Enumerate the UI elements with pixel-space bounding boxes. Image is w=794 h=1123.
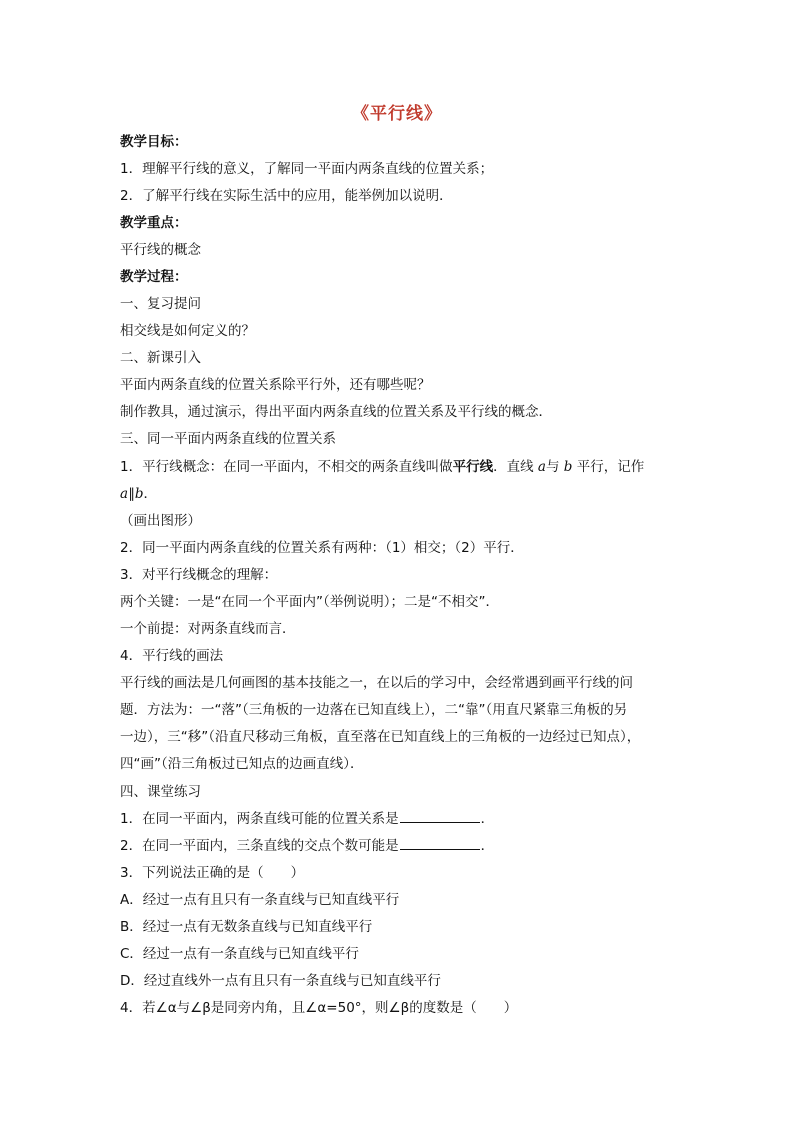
- notation-b: b: [134, 486, 144, 502]
- process-intro-question: 平面内两条直线的位置关系除平行外，还有哪些呢？: [120, 377, 431, 393]
- line-b-symbol: b: [563, 459, 573, 475]
- question-1-text: 1．在同一平面内，两条直线可能的位置关系是: [120, 811, 399, 827]
- question-4: 4．若∠α与∠β是同旁内角，且∠α=50°，则∠β的度数是（ ）: [120, 1000, 518, 1016]
- option-d: D．经过直线外一点有且只有一条直线与已知直线平行: [120, 973, 441, 989]
- parallel-symbol: ∥: [128, 486, 135, 502]
- definition-text-3: 与: [545, 459, 564, 475]
- process-intro: 二、新课引入: [120, 350, 201, 366]
- option-b: B．经过一点有无数条直线与已知直线平行: [120, 919, 373, 935]
- objective-1: 1．理解平行线的意义，了解同一平面内两条直线的位置关系；: [120, 161, 494, 177]
- question-1: [120, 809, 680, 829]
- section-heading-keypoints: 教学重点：: [120, 215, 188, 231]
- definition-text: 1．平行线概念：在同一平面内，不相交的两条直线叫做: [120, 459, 453, 475]
- question-1-end: ．: [480, 811, 495, 827]
- keypoint-1: 平行线的概念: [120, 242, 201, 258]
- objective-2: 2．了解平行线在实际生活中的应用，能举例加以说明．: [120, 188, 453, 204]
- document-title: 《平行线》: [352, 104, 442, 124]
- process-relations-heading: 三、同一平面内两条直线的位置关系: [120, 431, 336, 447]
- drawing-method-line-3: 一边），三“移”（沿直尺移动三角板，直至落在已知直线上的三角板的一边经过已知点），: [120, 729, 641, 745]
- section-heading-process: 教学过程：: [120, 269, 188, 285]
- process-intro-demo: 制作教具，通过演示，得出平面内两条直线的位置关系及平行线的概念．: [120, 404, 552, 420]
- drawing-method-line-1: 平行线的画法是几何画图的基本技能之一，在以后的学习中，会经常遇到画平行线的问: [120, 675, 633, 691]
- answer-blank-1[interactable]: [400, 809, 480, 823]
- process-review-question: 相交线是如何定义的？: [120, 323, 255, 339]
- definition-text-4: 平行，记作: [572, 459, 645, 475]
- parallel-notation: [120, 484, 680, 504]
- section-heading-objectives: 教学目标：: [120, 134, 188, 150]
- drawing-method-heading: 4．平行线的画法: [120, 648, 224, 664]
- option-c: C．经过一点有一条直线与已知直线平行: [120, 946, 359, 962]
- answer-blank-2[interactable]: [400, 836, 480, 850]
- drawing-method-line-4: 四“画”（沿三角板过已知点的边画直线）．: [120, 756, 364, 772]
- two-keys: 两个关键：一是“在同一个平面内”（举例说明）；二是“不相交”．: [120, 594, 499, 610]
- line-a-symbol: a: [537, 459, 546, 475]
- question-2-end: ．: [480, 838, 495, 854]
- draw-figure-note: （画出图形）: [120, 513, 201, 529]
- notation-a: a: [120, 486, 129, 502]
- parallel-definition: [120, 457, 680, 477]
- question-2: [120, 836, 680, 856]
- definition-term: 平行线: [452, 459, 494, 475]
- two-relations: 2．同一平面内两条直线的位置关系有两种：（1）相交；（2）平行．: [120, 540, 524, 556]
- practice-heading: 四、课堂练习: [120, 784, 201, 800]
- definition-text-2: ．直线: [493, 459, 538, 475]
- question-2-text: 2．在同一平面内，三条直线的交点个数可能是: [120, 838, 399, 854]
- process-review: 一、复习提问: [120, 296, 201, 312]
- drawing-method-line-2: 题．方法为：一“落”（三角板的一边落在已知直线上），二“靠”（用直尺紧靠三角板的另: [120, 702, 628, 718]
- notation-period: ．: [143, 486, 157, 502]
- understanding-heading: 3．对平行线概念的理解：: [120, 567, 278, 583]
- option-a: A．经过一点有且只有一条直线与已知直线平行: [120, 892, 400, 908]
- one-premise: 一个前提：对两条直线而言．: [120, 621, 296, 637]
- question-3: 3．下列说法正确的是（ ）: [120, 865, 305, 881]
